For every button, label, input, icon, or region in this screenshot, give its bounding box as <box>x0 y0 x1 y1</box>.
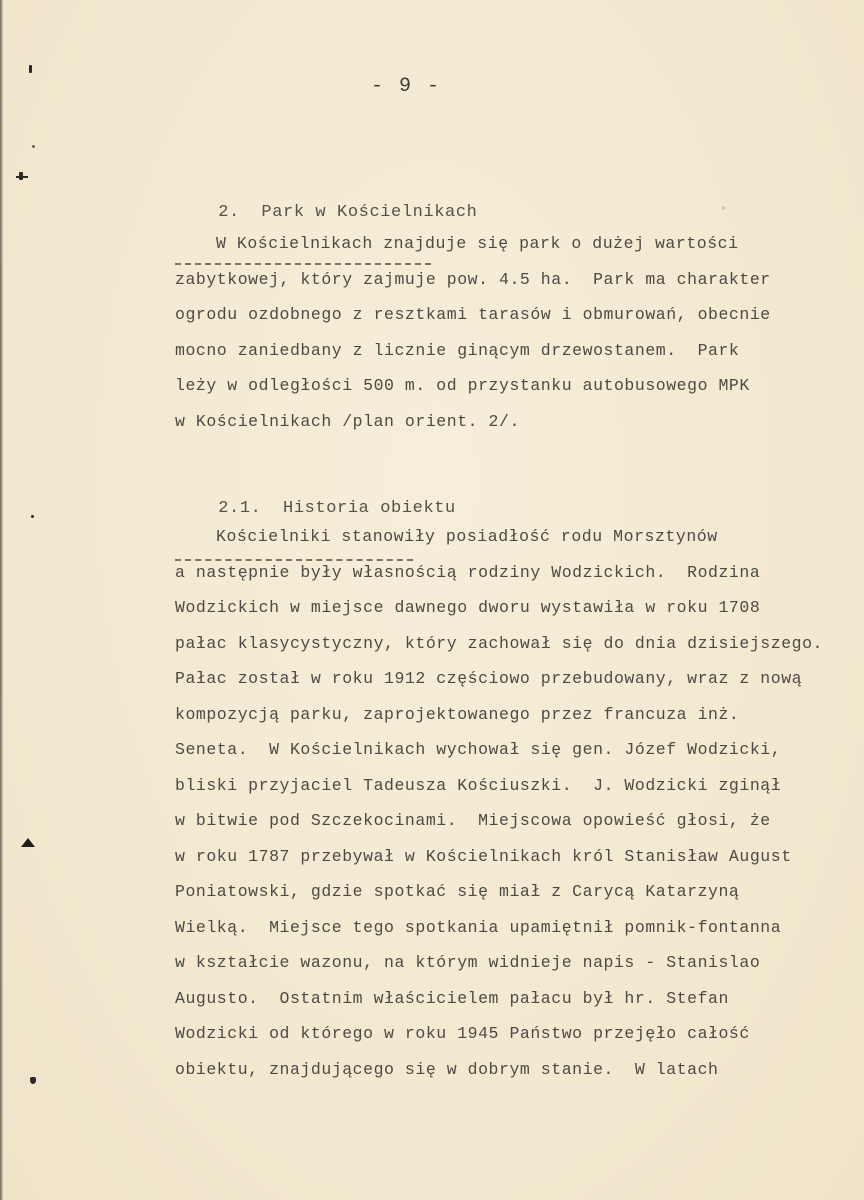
margin-mark <box>31 515 34 518</box>
text-line: Augusto. Ostatnim właścicielem pałacu był hr. Stefan <box>175 989 729 1008</box>
section-heading-text: 2. Park w Kościelnikach <box>218 203 478 222</box>
margin-mark <box>32 145 35 148</box>
text-line: ogrodu ozdobnego z resztkami tarasów i obmurowań, obecnie <box>175 305 771 324</box>
text-line: w Kościelnikach /plan orient. 2/. <box>175 412 520 431</box>
text-line: Wodzicki od którego w roku 1945 Państwo przejęło całość <box>175 1024 750 1043</box>
text-line: w bitwie pod Szczekocinami. Miejscowa opowieść głosi, że <box>175 811 771 830</box>
text-line: Poniatowski, gdzie spotkać się miał z Carycą Katarzyną <box>175 882 740 901</box>
text-line: a następnie były własnością rodziny Wodzickich. Rodzina <box>175 563 761 582</box>
text-line: w kształcie wazonu, na którym widnieje napis - Stanislao <box>175 953 761 972</box>
margin-mark <box>29 65 32 73</box>
margin-mark <box>19 172 23 180</box>
text-line: Seneta. W Kościelnikach wychował się gen. Józef Wodzicki, <box>175 740 782 759</box>
text-line: Kościelniki stanowiły posiadłość rodu Morsztynów <box>216 527 718 546</box>
margin-mark <box>30 1077 36 1084</box>
page-number: - 9 - <box>370 75 441 98</box>
text-line: bliski przyjaciel Tadeusza Kościuszki. J. Wodzicki zginął <box>175 776 782 795</box>
text-line: kompozycją parku, zaprojektowanego przez francuza inż. <box>175 705 740 724</box>
heading-underline <box>175 263 431 265</box>
heading-underline <box>175 559 413 561</box>
text-line: Wielką. Miejsce tego spotkania upamiętnił pomnik-fontanna <box>175 918 782 937</box>
text-line: pałac klasycystyczny, który zachował się do dnia dzisiejszego. <box>175 634 823 653</box>
section-heading-text: 2.1. Historia obiektu <box>218 499 456 518</box>
text-line: Wodzickich w miejsce dawnego dworu wystawiła w roku 1708 <box>175 598 761 617</box>
text-line: leży w odległości 500 m. od przystanku autobusowego MPK <box>175 376 750 395</box>
text-line: Pałac został w roku 1912 częściowo przebudowany, wraz z nową <box>175 669 803 688</box>
text-line: w roku 1787 przebywał w Kościelnikach król Stanisław August <box>175 847 792 866</box>
text-line: obiektu, znajdującego się w dobrym stanie. W latach <box>175 1060 719 1079</box>
binding-edge-shadow <box>0 0 3 1200</box>
paper-speck <box>722 206 725 210</box>
margin-mark <box>21 838 35 847</box>
text-line: mocno zaniedbany z licznie ginącym drzewostanem. Park <box>175 341 740 360</box>
text-line: W Kościelnikach znajduje się park o dużej wartości <box>216 234 739 253</box>
text-line: zabytkowej, który zajmuje pow. 4.5 ha. Park ma charakter <box>175 270 771 289</box>
